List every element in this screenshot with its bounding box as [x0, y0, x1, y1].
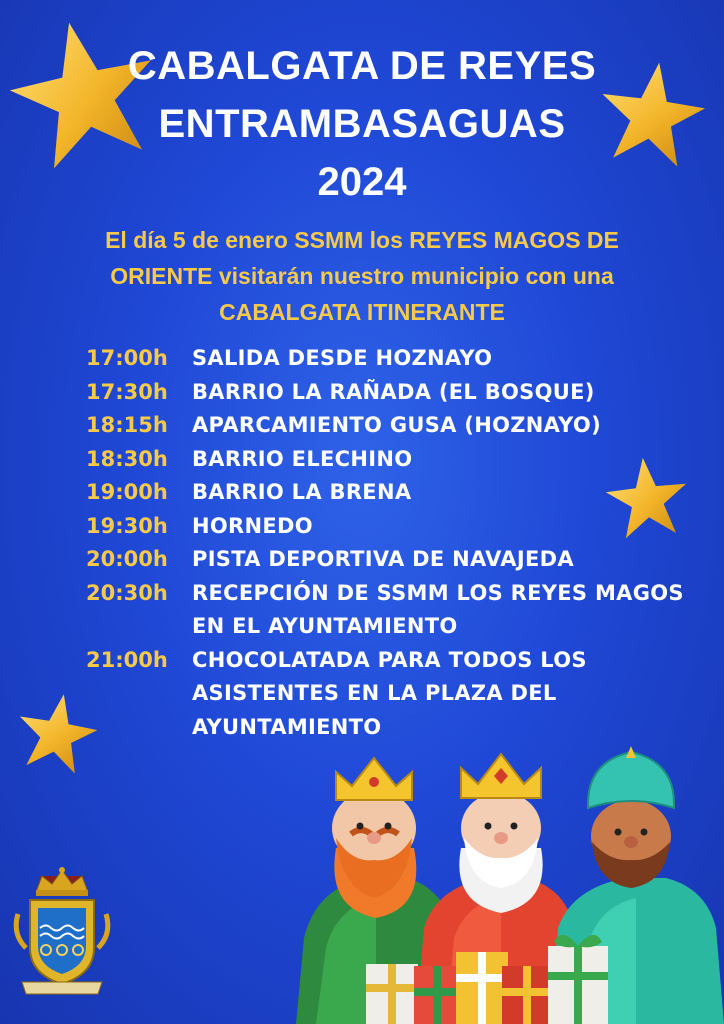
intro-line: ORIENTE visitarán nuestro municipio con una	[110, 263, 614, 289]
schedule-time: 17:30h	[86, 379, 168, 404]
schedule-row	[86, 443, 686, 477]
schedule-event: BARRIO LA RAÑADA (EL BOSQUE)	[192, 379, 595, 404]
schedule-time: 19:30h	[86, 513, 168, 538]
schedule-row	[86, 543, 686, 577]
year-title: 2024	[317, 160, 407, 204]
gift-box-icon	[456, 952, 508, 1024]
schedule-event	[192, 577, 684, 644]
three-kings-illustration	[296, 738, 724, 1024]
schedule-time: 20:30h	[86, 580, 168, 605]
schedule-time: 20:00h	[86, 547, 168, 571]
gift-box-icon	[502, 966, 552, 1024]
schedule-event-line: RECEPCIÓN DE SSMM LOS REYES MAGOS	[192, 580, 684, 605]
intro-text	[40, 222, 684, 330]
schedule-row	[86, 577, 686, 644]
title-line: CABALGATA DE REYES	[127, 44, 597, 88]
municipal-crest-icon	[12, 862, 112, 1002]
intro-line: El día 5 de enero SSMM los REYES MAGOS DE	[105, 227, 619, 253]
schedule-event-line: EN EL AYUNTAMIENTO	[192, 614, 458, 638]
gift-box-icon	[414, 966, 460, 1024]
schedule-time: 21:00h	[86, 647, 168, 672]
schedule-time: 19:00h	[86, 480, 168, 504]
schedule-event: BARRIO ELECHINO	[192, 446, 413, 471]
gift-box-icon	[548, 935, 608, 1024]
schedule-event-line: AYUNTAMIENTO	[192, 714, 382, 739]
schedule-event: SALIDA DESDE HOZNAYO	[192, 346, 493, 370]
schedule-row	[86, 342, 686, 376]
gift-box-icon	[366, 964, 418, 1024]
schedule-row	[86, 510, 686, 544]
schedule-event: APARCAMIENTO GUSA (HOZNAYO)	[192, 413, 601, 437]
schedule-time: 17:00h	[86, 346, 168, 370]
schedule-row	[86, 476, 686, 510]
schedule-event-line: ASISTENTES EN LA PLAZA DEL	[192, 681, 557, 705]
schedule-event	[192, 644, 587, 745]
schedule-time: 18:15h	[86, 413, 168, 437]
schedule-event: BARRIO LA BRENA	[192, 480, 412, 504]
schedule-row	[86, 376, 686, 410]
schedule-time: 18:30h	[86, 446, 168, 471]
schedule-event: PISTA DEPORTIVA DE NAVAJEDA	[192, 547, 574, 571]
intro-line: CABALGATA ITINERANTE	[219, 299, 505, 325]
title-line: ENTRAMBASAGUAS	[158, 102, 566, 146]
schedule-list	[86, 342, 686, 744]
schedule-event: HORNEDO	[192, 513, 313, 538]
schedule-row	[86, 409, 686, 443]
schedule-event-line: CHOCOLATADA PARA TODOS LOS	[192, 647, 587, 672]
schedule-row	[86, 644, 686, 745]
